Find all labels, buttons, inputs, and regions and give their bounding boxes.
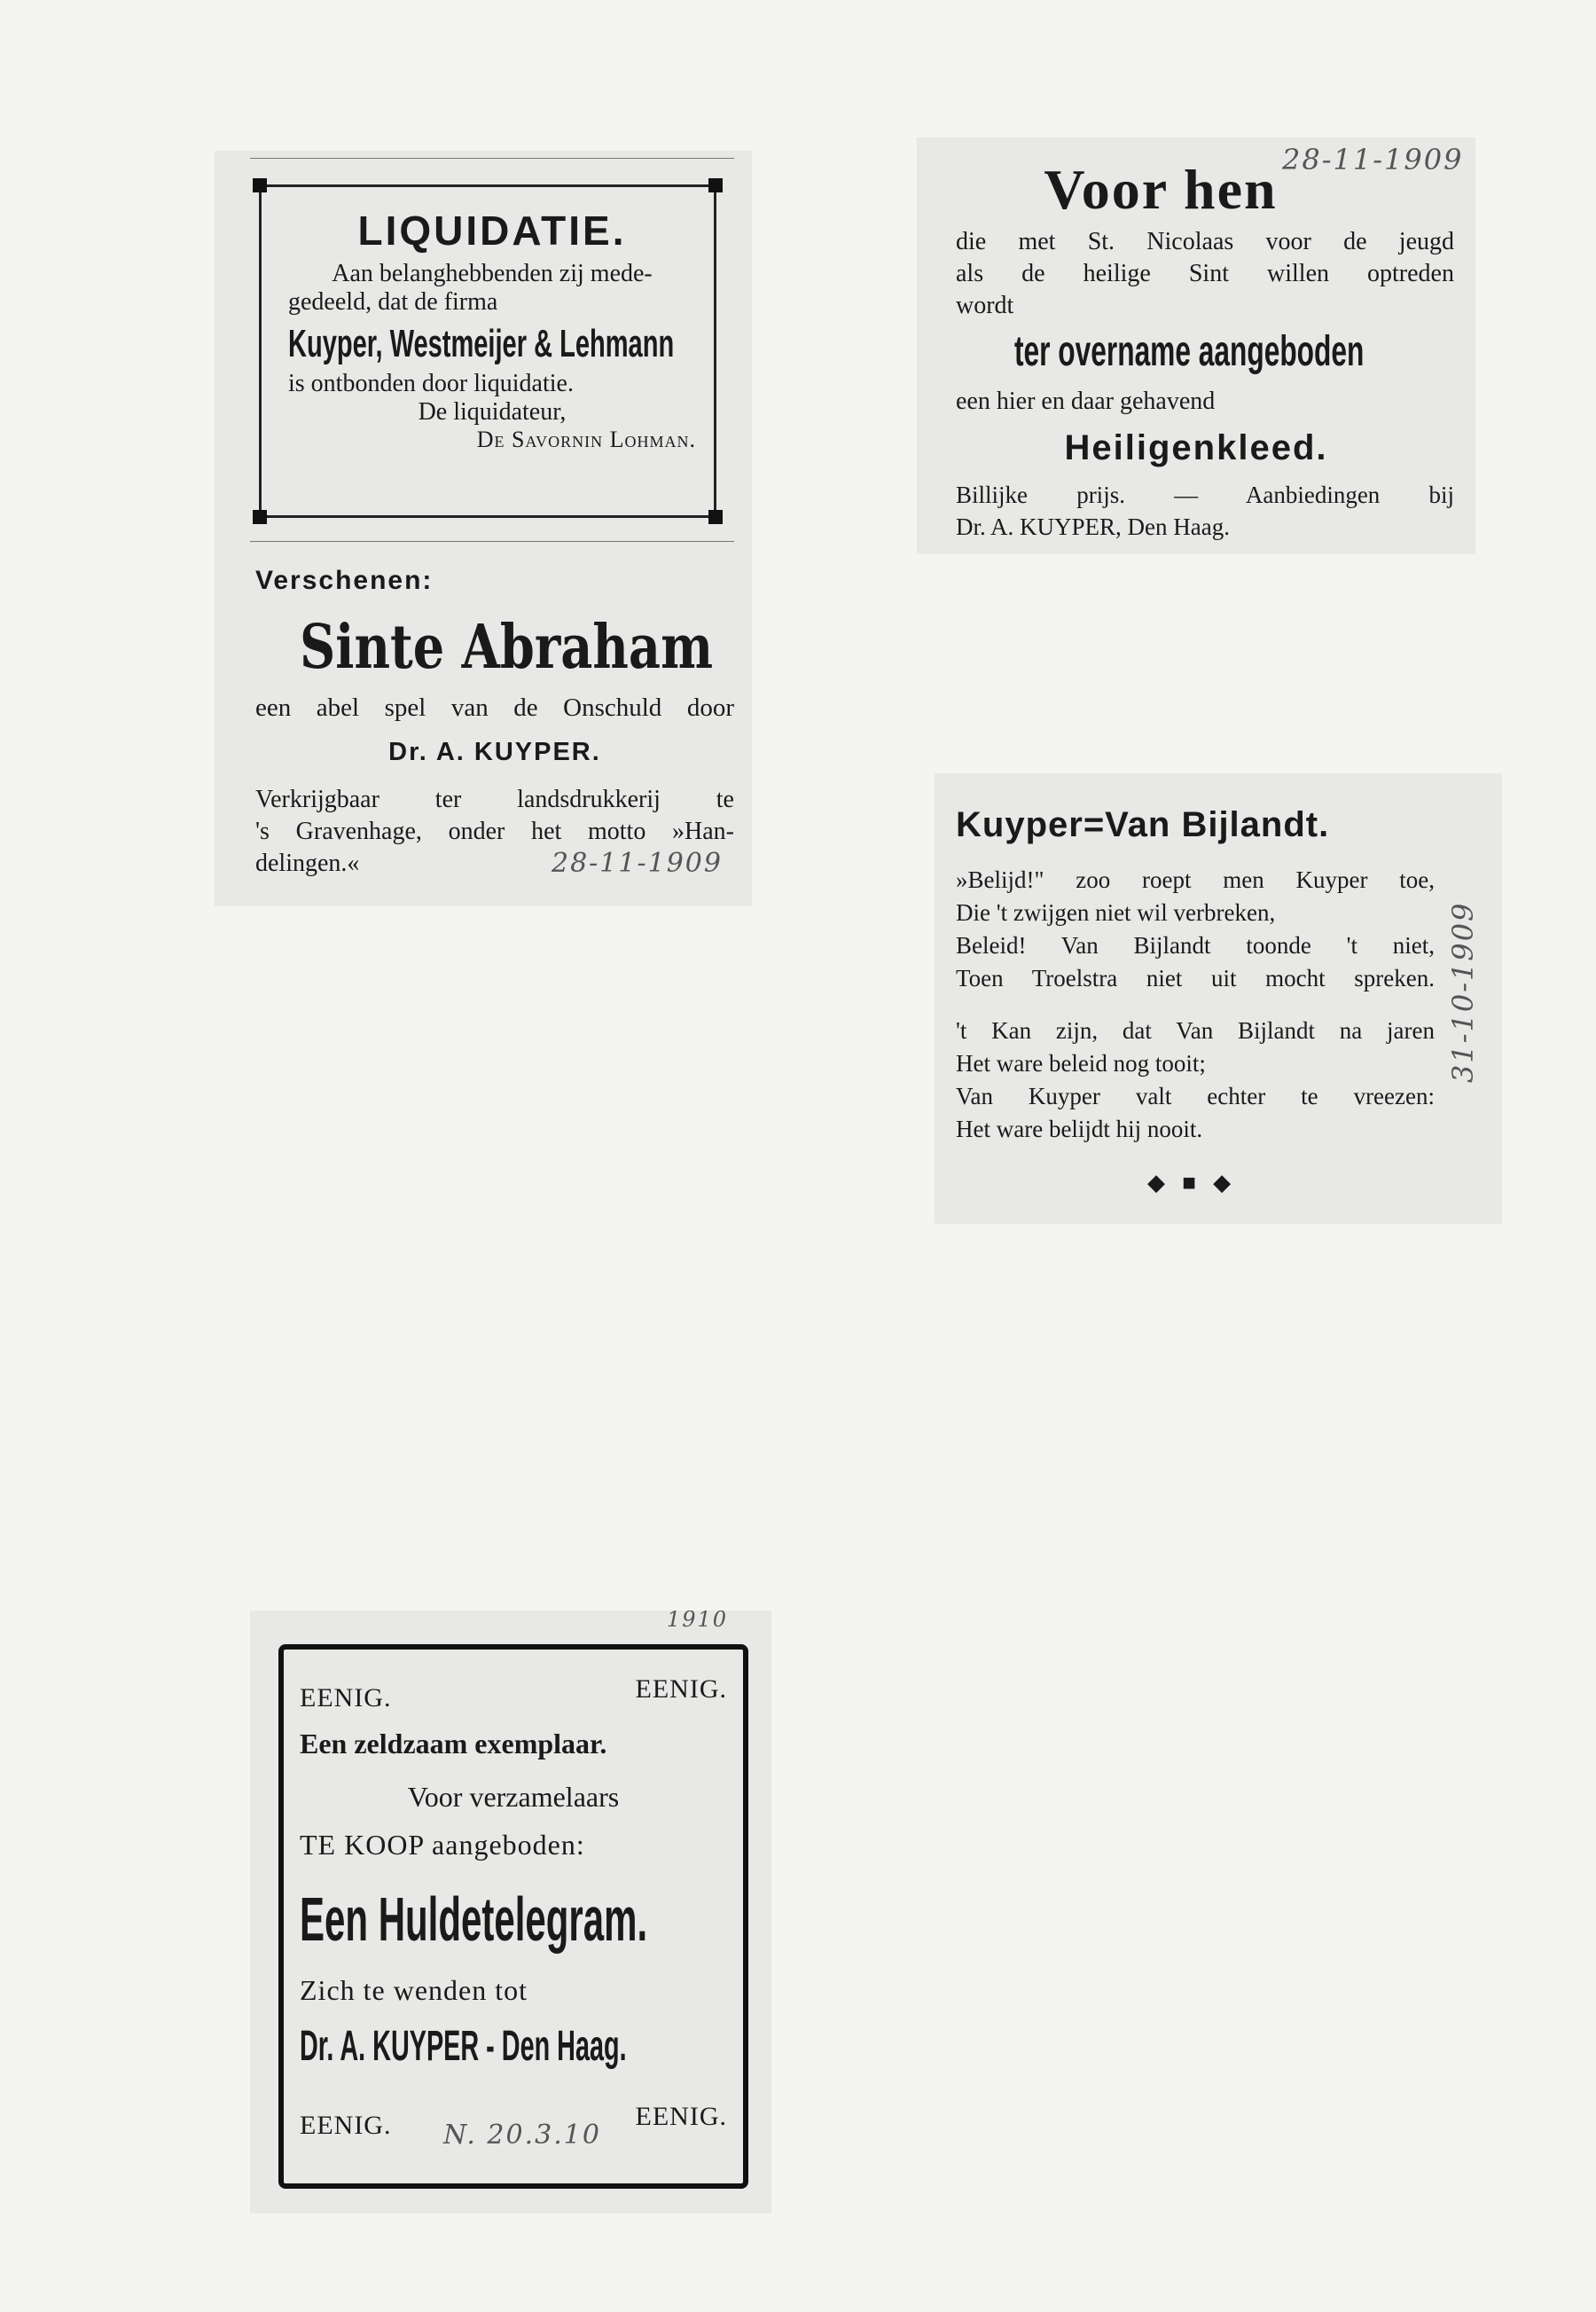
clipping-eenig (250, 1611, 771, 2214)
tag-left: EENIG. (300, 1683, 392, 1712)
divider (250, 541, 734, 542)
body-line: TE KOOP aangeboden: (300, 1829, 585, 1861)
tag-right: EENIG. (635, 1674, 727, 1704)
body-line: als de heilige Sint willen optreden (956, 260, 1454, 287)
headline: Voor hen (1044, 158, 1278, 221)
verse-line: Het ware belijdt hij nooit. (956, 1116, 1203, 1142)
item-name: Heiligenkleed. (1064, 428, 1328, 467)
body-line: Dr. A. KUYPER, Den Haag. (956, 513, 1230, 540)
author-name: Dr. A. KUYPER. (388, 738, 601, 766)
body-line: delingen.« (255, 850, 360, 877)
clipping-bijlandt (935, 773, 1502, 1224)
handwritten-note: N. 20.3.10 (443, 2120, 601, 2151)
body-line: Billijke prijs. — Aanbiedingen bij (956, 482, 1454, 508)
advert-frame (278, 1644, 748, 2189)
offer-line: ter overname aangeboden (1014, 328, 1365, 375)
body-line: een abel spel van de Onschuld door (255, 694, 734, 722)
liquidatie-title: LIQUIDATIE. (357, 208, 627, 254)
stanza-1 (956, 864, 1435, 995)
verse-line: »Belijd!" zoo roept men Kuyper toe, (956, 866, 1435, 893)
body-line: is ontbonden door liquidatie. (288, 370, 574, 397)
firm-name: Kuyper, Westmeijer & Lehmann (288, 322, 675, 365)
poem-title: Kuyper=Van Bijlandt. (956, 805, 1330, 844)
advert-frame (259, 184, 716, 518)
body-line: Verkrijgbaar ter landsdrukkerij te (255, 786, 734, 813)
body-line: gedeeld, dat de firma (288, 288, 498, 316)
handwritten-date: 28-11-1909 (552, 848, 723, 879)
body-line: Zich te wenden tot (300, 1974, 528, 2006)
tag-right: EENIG. (635, 2102, 727, 2131)
body-line: die met St. Nicolaas voor de jeugd (956, 228, 1454, 255)
item-name: Een Huldetelegram. (300, 1885, 648, 1954)
clipping-voor-hen (917, 137, 1475, 554)
book-title: Sinte Abraham (300, 612, 714, 683)
tag-left: EENIG. (300, 2111, 392, 2140)
frame-corner (253, 178, 267, 192)
contact-line: Dr. A. KUYPER - Den Haag. (300, 2023, 627, 2070)
verse-line: Die 't zwijgen niet wil verbreken, (956, 899, 1276, 926)
frame-corner (253, 510, 267, 524)
frame-corner (708, 178, 723, 192)
frame-corner (708, 510, 723, 524)
body-line: een hier en daar gehavend (956, 388, 1216, 415)
body-line: 's Gravenhage, onder het motto »Han- (255, 818, 734, 845)
verse-line: Het ware beleid nog tooit; (956, 1050, 1206, 1077)
handwritten-date: 31-10-1909 (1446, 901, 1480, 1083)
ornament: ◆ ■ ◆ (1147, 1169, 1237, 1195)
signature: De Savornin Lohman. (476, 427, 696, 452)
clipping-liquidatie (215, 151, 752, 906)
handwritten-year: 1910 (667, 1611, 729, 1632)
verse-line: 't Kan zijn, dat Van Bijlandt na jaren (956, 1017, 1435, 1044)
verse-line: Van Kuyper valt echter te vreezen: (956, 1083, 1435, 1109)
body-line: Voor verzamelaars (407, 1781, 620, 1813)
verse-line: Toen Troelstra niet uit mocht spreken. (956, 965, 1435, 991)
body-line: wordt (956, 292, 1014, 319)
verse-line: Beleid! Van Bijlandt toonde 't niet, (956, 932, 1435, 959)
divider (250, 158, 734, 159)
handwritten-date: 28-11-1909 (1282, 143, 1464, 176)
body-line: Aan belanghebbenden zij mede- (332, 260, 653, 287)
body-line: De liquidateur, (418, 398, 567, 426)
stanza-2 (956, 1015, 1435, 1146)
announce-label: Verschenen: (255, 566, 434, 595)
headline: Een zeldzaam exemplaar. (300, 1728, 607, 1759)
